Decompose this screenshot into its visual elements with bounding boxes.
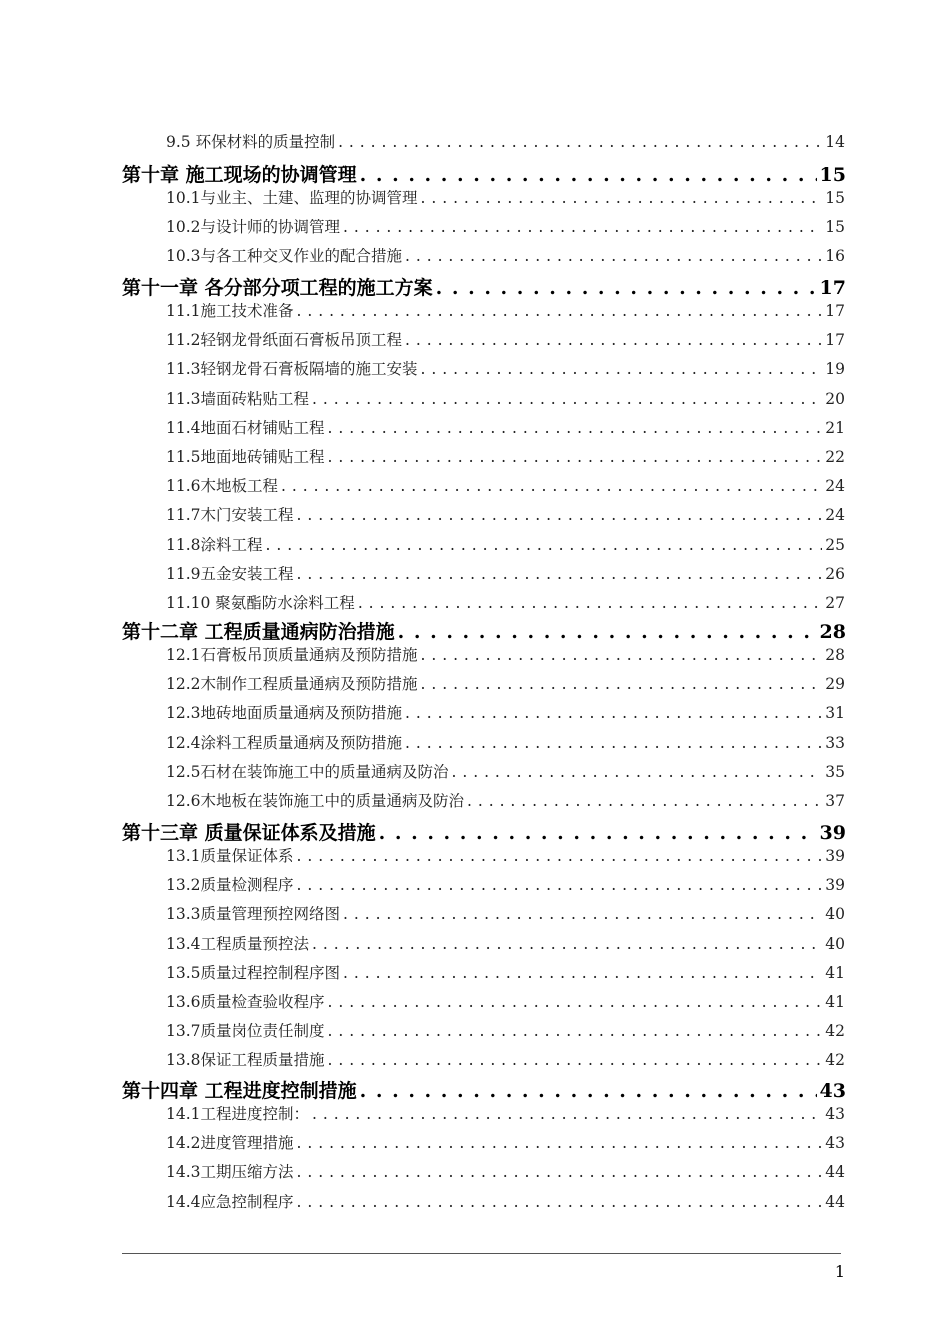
toc-chapter-entry[interactable]	[122, 1076, 846, 1103]
toc-entry-title: 第十章 施工现场的协调管理	[122, 164, 357, 186]
toc-entry-page-number: 41	[825, 963, 845, 982]
toc-dot-leader	[328, 1051, 823, 1069]
toc-dot-leader	[398, 621, 817, 643]
toc-section-entry[interactable]	[166, 503, 845, 525]
toc-entry-title: 12.3地砖地面质量通病及预防措施	[166, 704, 403, 723]
toc-entry-page-number: 17	[825, 302, 845, 320]
toc-dot-leader	[360, 164, 817, 186]
toc-dot-leader	[328, 1022, 823, 1040]
toc-entry-page-number: 37	[825, 792, 845, 810]
toc-section-entry[interactable]	[166, 387, 845, 409]
footer-page-number: 1	[834, 1262, 845, 1281]
toc-dot-leader	[297, 876, 823, 894]
toc-entry-page-number: 15	[825, 189, 845, 207]
toc-section-entry[interactable]	[166, 932, 845, 954]
toc-section-entry[interactable]	[166, 1048, 845, 1070]
toc-section-entry[interactable]	[166, 701, 845, 723]
toc-entry-page-number: 39	[819, 822, 846, 844]
toc-entry-title: 12.5石材在装饰施工中的质量通病及防治	[166, 762, 449, 781]
toc-entry-page-number: 44	[825, 1192, 845, 1211]
toc-section-entry[interactable]	[166, 562, 845, 584]
toc-section-entry[interactable]	[166, 299, 845, 321]
toc-entry-page-number: 15	[819, 164, 846, 186]
toc-section-entry[interactable]	[166, 1190, 845, 1212]
toc-entry-page-number: 33	[825, 733, 845, 752]
toc-entry-title: 11.3轻钢龙骨石膏板隔墙的施工安装	[166, 360, 418, 379]
toc-dot-leader	[421, 675, 823, 693]
toc-entry-title: 第十二章 工程质量通病防治措施	[122, 621, 395, 643]
toc-section-entry[interactable]	[166, 1019, 845, 1041]
toc-entry-page-number: 27	[825, 594, 845, 612]
toc-section-entry[interactable]	[166, 844, 845, 866]
toc-chapter-entry[interactable]	[122, 160, 846, 187]
toc-entry-page-number: 35	[825, 762, 845, 781]
toc-entry-page-number: 41	[825, 993, 845, 1011]
toc-dot-leader	[297, 1163, 823, 1181]
toc-dot-leader	[405, 331, 822, 349]
toc-dot-leader	[343, 964, 822, 982]
toc-entry-page-number: 42	[825, 1022, 845, 1041]
toc-entry-title: 11.10 聚氨酯防水涂料工程	[166, 594, 355, 612]
toc-entry-page-number: 20	[825, 389, 845, 408]
toc-entry-page-number: 17	[825, 331, 845, 350]
toc-chapter-entry[interactable]	[122, 818, 846, 845]
toc-entry-page-number: 25	[825, 535, 845, 554]
toc-section-entry[interactable]	[166, 328, 845, 350]
toc-entry-title: 14.1工程进度控制：	[166, 1105, 310, 1123]
toc-entry-page-number: 29	[825, 675, 845, 694]
toc-dot-leader	[312, 390, 822, 408]
toc-dot-leader	[358, 594, 822, 612]
toc-section-entry[interactable]	[166, 990, 845, 1012]
toc-dot-leader	[405, 704, 822, 722]
toc-dot-leader	[297, 506, 823, 524]
toc-entry-title: 9.5 环保材料的质量控制	[166, 133, 336, 151]
toc-entry-page-number: 43	[825, 1134, 845, 1153]
toc-entry-title: 11.6木地板工程	[166, 477, 279, 496]
toc-entry-page-number: 31	[825, 704, 845, 723]
toc-entry-title: 13.7质量岗位责任制度	[166, 1022, 325, 1041]
toc-entry-page-number: 17	[819, 277, 846, 299]
toc-entry-title: 13.1质量保证体系	[166, 847, 294, 865]
toc-entry-title: 12.1石膏板吊顶质量通病及预防措施	[166, 646, 418, 664]
toc-entry-page-number: 43	[819, 1080, 846, 1102]
toc-section-entry[interactable]	[166, 1131, 845, 1153]
toc-chapter-entry[interactable]	[122, 273, 846, 300]
toc-entry-title: 10.3与各工种交叉作业的配合措施	[166, 247, 403, 266]
toc-entry-title: 13.2质量检测程序	[166, 876, 294, 895]
toc-section-entry[interactable]	[166, 1160, 845, 1182]
toc-section-entry[interactable]	[166, 643, 845, 665]
toc-section-entry[interactable]	[166, 533, 845, 555]
toc-dot-leader	[297, 847, 823, 865]
toc-entry-page-number: 14	[825, 133, 845, 151]
toc-entry-title: 第十一章 各分部分项工程的施工方案	[122, 277, 433, 299]
toc-dot-leader	[312, 935, 822, 953]
toc-entry-title: 13.5质量过程控制程序图	[166, 963, 341, 982]
toc-entry-title: 11.7木门安装工程	[166, 506, 294, 525]
toc-entry-page-number: 24	[825, 477, 845, 496]
toc-entry-page-number: 43	[825, 1105, 845, 1123]
toc-dot-leader	[297, 1193, 823, 1211]
toc-dot-leader	[338, 133, 822, 151]
toc-entry-title: 13.6质量检查验收程序	[166, 993, 325, 1011]
toc-entry-page-number: 39	[825, 847, 845, 865]
toc-dot-leader	[421, 189, 823, 207]
toc-entry-title: 12.4涂料工程质量通病及预防措施	[166, 733, 403, 752]
toc-dot-leader	[281, 477, 822, 495]
toc-entry-title: 12.6木地板在装饰施工中的质量通病及防治	[166, 792, 465, 810]
toc-entry-page-number: 26	[825, 564, 845, 583]
toc-dot-leader	[343, 218, 822, 236]
toc-entry-page-number: 44	[825, 1163, 845, 1182]
toc-entry-title: 11.3墙面砖粘贴工程	[166, 389, 310, 408]
toc-entry-page-number: 42	[825, 1051, 845, 1070]
toc-dot-leader	[312, 1105, 822, 1123]
toc-dot-leader	[379, 822, 817, 844]
toc-entry-title: 11.8涂料工程	[166, 535, 263, 554]
toc-entry-page-number: 39	[825, 876, 845, 895]
toc-dot-leader	[328, 448, 823, 466]
toc-chapter-entry[interactable]	[122, 617, 846, 644]
toc-dot-leader	[360, 1080, 817, 1102]
toc-entry-title: 14.3工期压缩方法	[166, 1163, 294, 1182]
toc-section-entry[interactable]	[166, 474, 845, 496]
toc-section-entry[interactable]	[166, 445, 845, 467]
toc-dot-leader	[405, 247, 822, 265]
toc-section-entry[interactable]	[166, 130, 845, 152]
toc-dot-leader	[297, 302, 823, 320]
toc-dot-leader	[343, 905, 822, 923]
toc-entry-title: 14.2进度管理措施	[166, 1134, 294, 1153]
toc-entry-page-number: 28	[825, 646, 845, 664]
toc-entry-title: 10.2与设计师的协调管理	[166, 218, 341, 237]
toc-dot-leader	[297, 1134, 823, 1152]
toc-dot-leader	[405, 734, 822, 752]
toc-dot-leader	[421, 360, 823, 378]
toc-section-entry[interactable]	[166, 760, 845, 782]
toc-entry-page-number: 19	[825, 360, 845, 379]
toc-entry-title: 13.8保证工程质量措施	[166, 1051, 325, 1070]
toc-dot-leader	[328, 419, 823, 437]
toc-section-entry[interactable]	[166, 244, 845, 266]
toc-entry-page-number: 40	[825, 934, 845, 953]
toc-entry-page-number: 15	[825, 218, 845, 237]
toc-entry-page-number: 24	[825, 506, 845, 525]
toc-dot-leader	[266, 536, 823, 554]
toc-entry-page-number: 22	[825, 448, 845, 466]
toc-entry-page-number: 40	[825, 905, 845, 924]
toc-section-entry[interactable]	[166, 215, 845, 237]
toc-entry-title: 14.4应急控制程序	[166, 1192, 294, 1211]
footer-divider	[122, 1253, 841, 1254]
toc-dot-leader	[297, 565, 823, 583]
toc-section-entry[interactable]	[166, 1102, 845, 1124]
toc-entry-page-number: 16	[825, 247, 845, 266]
toc-entry-title: 第十四章 工程进度控制措施	[122, 1080, 357, 1102]
toc-dot-leader	[436, 277, 817, 299]
toc-section-entry[interactable]	[166, 961, 845, 983]
toc-section-entry[interactable]	[166, 416, 845, 438]
toc-entry-title: 11.5地面地砖铺贴工程	[166, 448, 325, 466]
toc-entry-title: 第十三章 质量保证体系及措施	[122, 822, 376, 844]
toc-entry-title: 11.4地面石材铺贴工程	[166, 418, 325, 437]
toc-entry-title: 11.9五金安装工程	[166, 564, 294, 583]
toc-dot-leader	[467, 792, 822, 810]
toc-section-entry[interactable]	[166, 902, 845, 924]
toc-dot-leader	[328, 993, 823, 1011]
toc-entry-title: 13.3质量管理预控网络图	[166, 905, 341, 924]
toc-section-entry[interactable]	[166, 873, 845, 895]
toc-dot-leader	[421, 646, 823, 664]
toc-section-entry[interactable]	[166, 731, 845, 753]
toc-section-entry[interactable]	[166, 357, 845, 379]
toc-section-entry[interactable]	[166, 591, 845, 613]
toc-entry-title: 10.1与业主、土建、监理的协调管理	[166, 189, 418, 207]
toc-entry-title: 11.1施工技术准备	[166, 302, 294, 320]
toc-section-entry[interactable]	[166, 186, 845, 208]
toc-entry-title: 13.4工程质量预控法	[166, 934, 310, 953]
toc-entry-page-number: 28	[819, 621, 846, 643]
toc-section-entry[interactable]	[166, 789, 845, 811]
toc-entry-page-number: 21	[825, 418, 845, 437]
toc-dot-leader	[452, 763, 823, 781]
toc-entry-title: 11.2轻钢龙骨纸面石膏板吊顶工程	[166, 331, 403, 350]
toc-section-entry[interactable]	[166, 672, 845, 694]
toc-entry-title: 12.2木制作工程质量通病及预防措施	[166, 675, 418, 694]
